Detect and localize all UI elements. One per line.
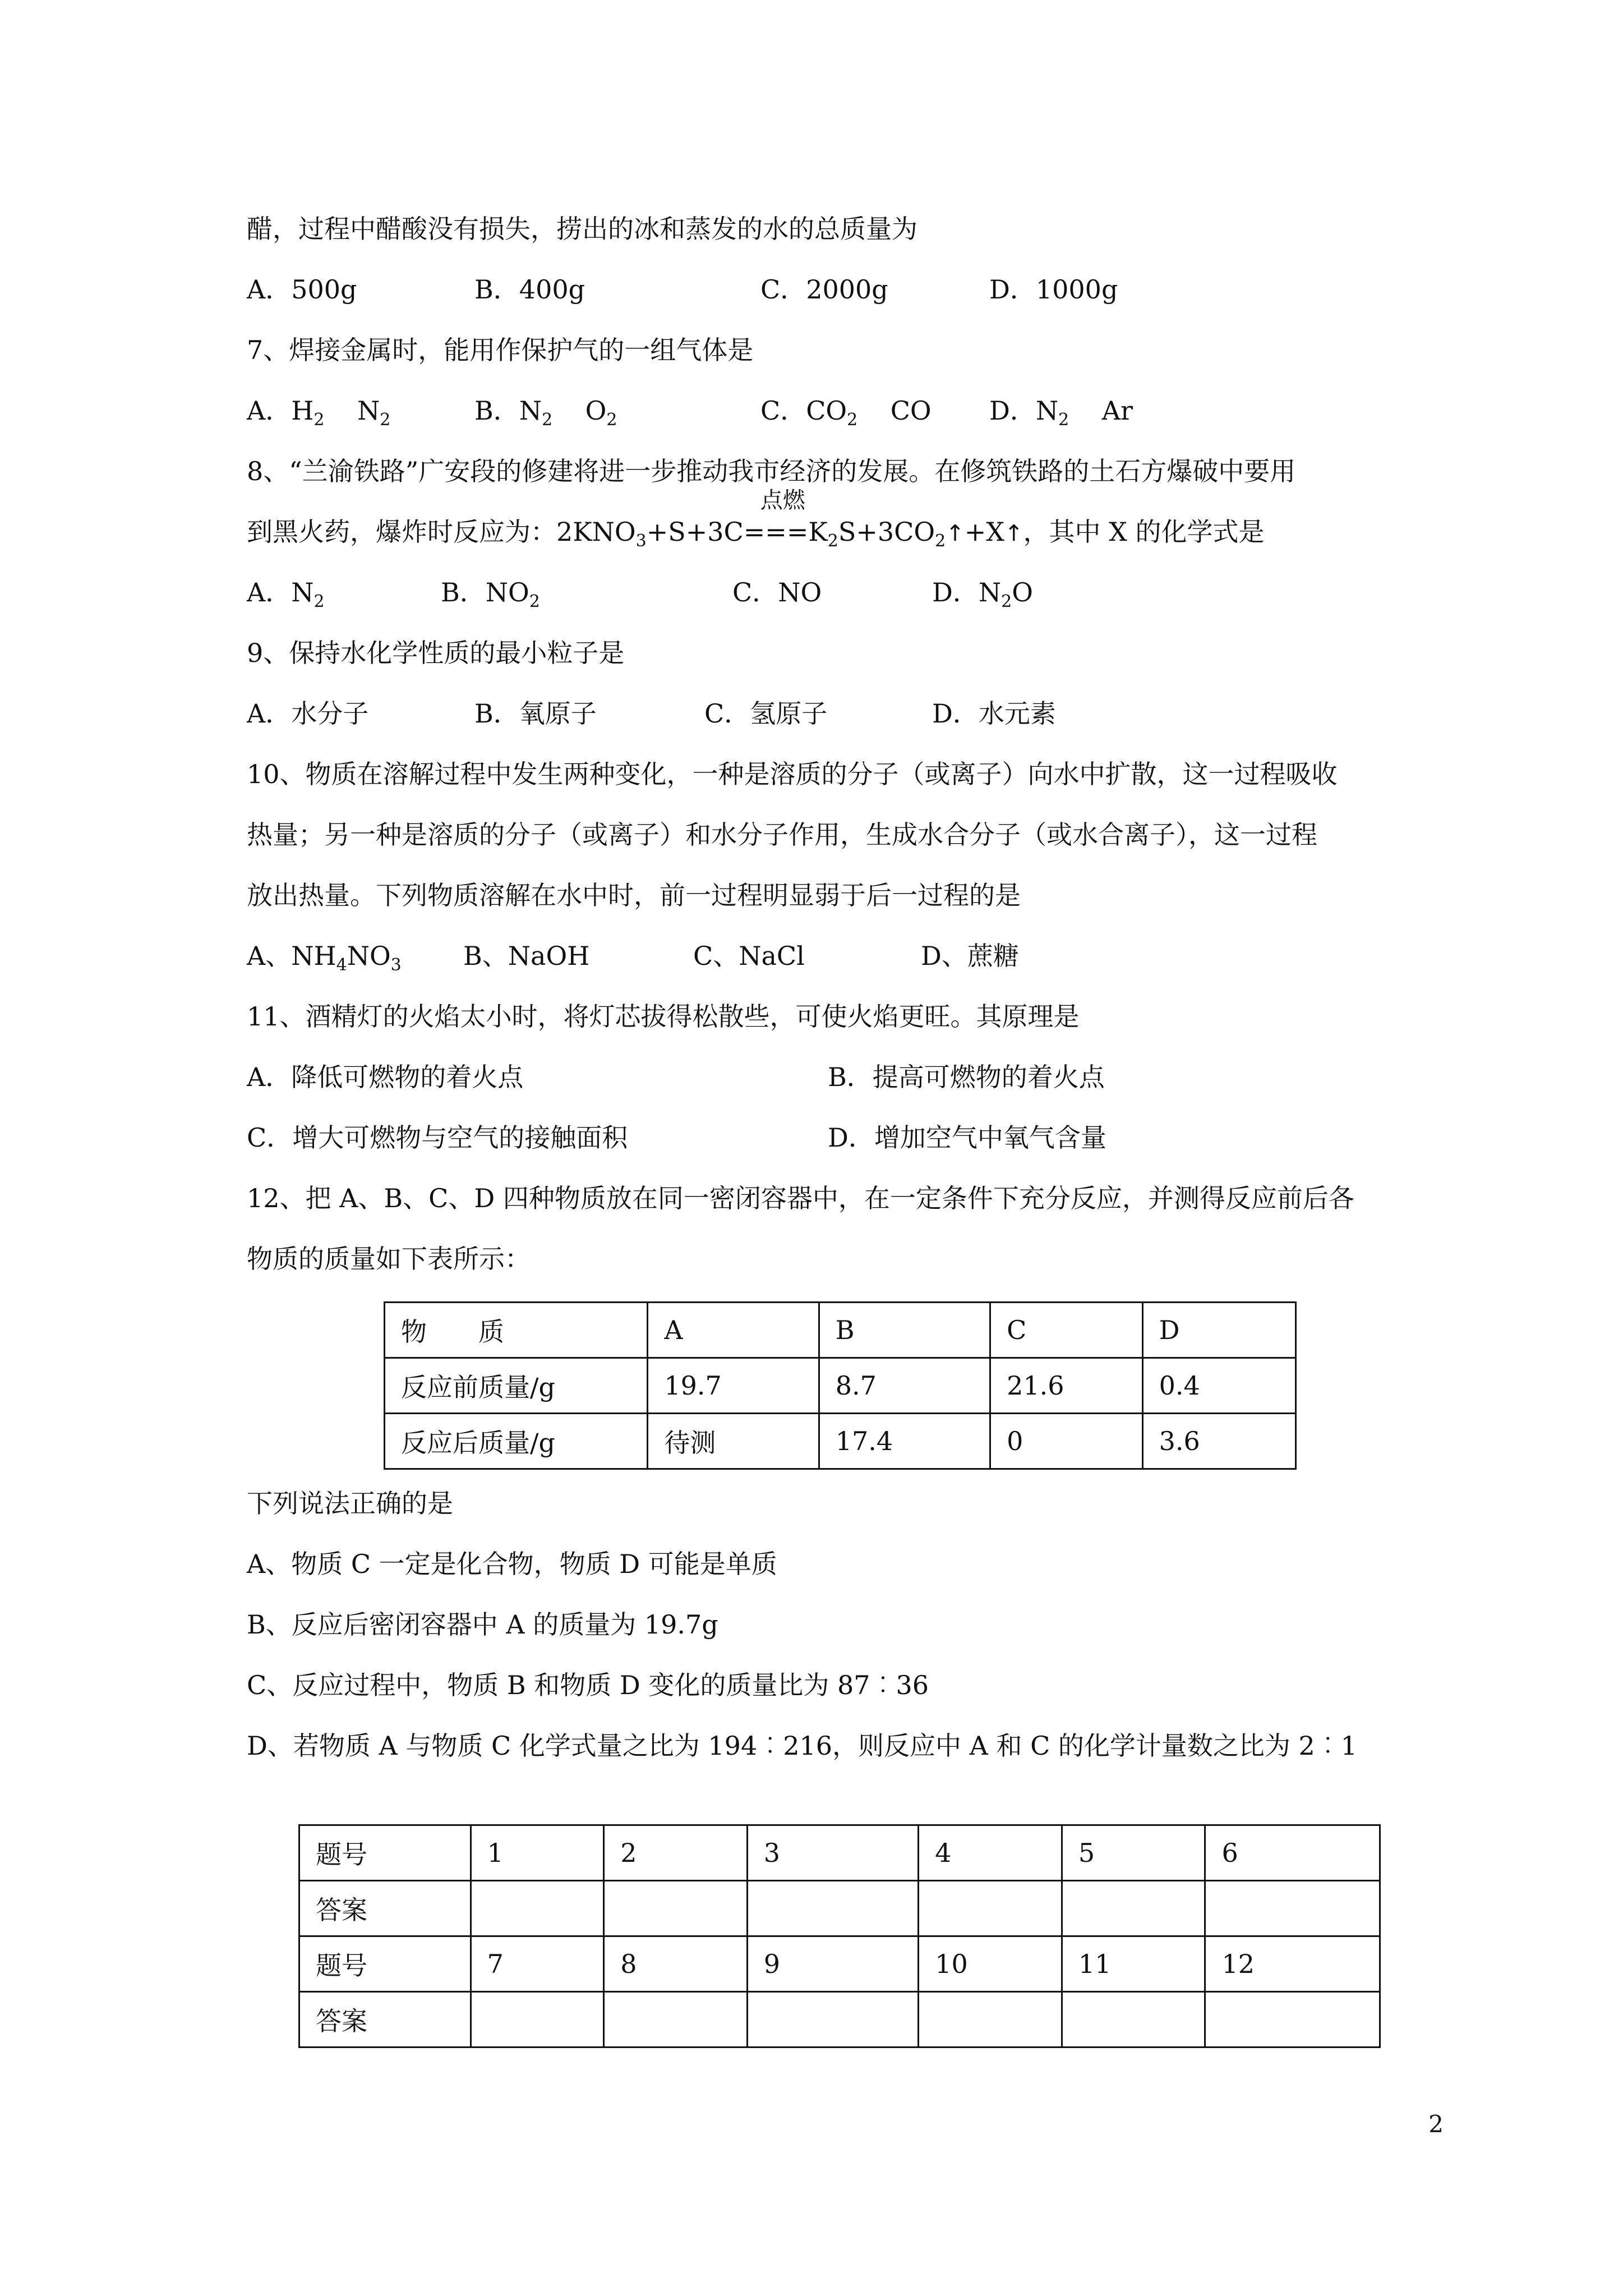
table-cell: 反应后质量/g [385,1414,648,1469]
answer-cell[interactable] [919,1881,1062,1936]
table-cell: 0.4 [1142,1358,1295,1414]
q12-stem-line-1: 12、把 A、B、C、D 四种物质放在同一密闭容器中，在一定条件下充分反应，并测得反应前后各 [247,1183,1354,1213]
q6-option-a: A．500g [247,274,357,305]
q9-option-d: D．水元素 [932,698,1056,729]
answer-cell[interactable] [747,1881,918,1936]
q9-stem: 9、保持水化学性质的最小粒子是 [247,638,625,668]
q11-option-d: D．增加空气中氧气含量 [828,1122,1106,1153]
table-cell: 17.4 [819,1414,990,1469]
q6-option-b: B．400g [474,274,585,305]
q10-option-c: C、NaCl [693,941,805,971]
table-cell: 12 [1205,1936,1380,1992]
answer-cell[interactable] [1205,1881,1380,1936]
table-cell: 4 [919,1825,1062,1881]
page-number: 2 [1428,2110,1444,2138]
q12-option-c: C、反应过程中，物质 B 和物质 D 变化的质量比为 87︰36 [247,1670,929,1700]
table-cell: D [1142,1303,1295,1358]
answer-cell[interactable] [919,1992,1062,2047]
table-cell: 2 [604,1825,748,1881]
q8-option-b: B．$NO_2$ [441,577,540,611]
table-cell: 3 [747,1825,918,1881]
q12-prompt: 下列说法正确的是 [247,1488,453,1519]
table-cell: 题号 [299,1936,471,1992]
table-cell: B [819,1303,990,1358]
table-cell: 8.7 [819,1358,990,1414]
q11-option-c: C．增大可燃物与空气的接触面积 [247,1122,628,1153]
q7-option-b: B．$N_2$ $O_2$ [474,395,617,430]
table-row [299,1881,1380,1936]
q10-option-d: D、蔗糖 [921,941,1019,971]
q8-option-a: A．$N_2$ [247,577,325,611]
q10-option-a: A、$NH_4NO_3$ [247,941,402,975]
mass-data-table [384,1301,1297,1470]
table-cell: 待测 [648,1414,819,1469]
table-cell: 3.6 [1142,1414,1295,1469]
table-cell: 反应前质量/g [385,1358,648,1414]
table-cell: 19.7 [648,1358,819,1414]
q6-option-c: C．2000g [760,274,888,305]
table-cell: 答案 [299,1881,471,1936]
table-cell: 9 [747,1936,918,1992]
q9-option-b: B．氧原子 [474,698,597,729]
q12-option-a: A、物质 C 一定是化合物，物质 D 可能是单质 [247,1549,777,1579]
q12-option-d: D、若物质 A 与物质 C 化学式量之比为 194︰216，则反应中 A 和 C 的化学计量数之比为 2︰1 [247,1731,1358,1761]
q12-stem-line-2: 物质的质量如下表所示： [247,1244,531,1274]
table-cell: 5 [1062,1825,1205,1881]
answer-cell[interactable] [1205,1992,1380,2047]
q9-option-c: C．氢原子 [704,698,828,729]
q6-option-d: D．1000g [989,274,1118,305]
q10-stem-line-2: 热量；另一种是溶质的分子（或离子）和水分子作用，生成水合分子（或水合离子），这一过程 [247,820,1317,850]
table-row [385,1414,1296,1469]
q12-option-b: B、反应后密闭容器中 A 的质量为 19.7g [247,1609,718,1640]
q8-option-c: C．NO [732,577,822,608]
q11-option-b: B．提高可燃物的着火点 [828,1062,1105,1092]
table-cell: 题号 [299,1825,471,1881]
q7-option-a: A．$H_2$ $N_2$ [247,395,391,430]
answer-cell[interactable] [1062,1992,1205,2047]
answer-cell[interactable] [604,1992,748,2047]
table-row [299,1825,1380,1881]
q7-option-c: C．$CO_2$ CO [760,395,932,430]
table-cell: 11 [1062,1936,1205,1992]
q7-option-d: D．$N_2$ Ar [989,395,1133,430]
q10-stem-line-1: 10、物质在溶解过程中发生两种变化，一种是溶质的分子（或离子）向水中扩散，这一过程吸收 [247,759,1338,789]
table-cell: 7 [471,1936,604,1992]
table-header-row [385,1303,1296,1358]
q10-stem-line-3: 放出热量。下列物质溶解在水中时，前一过程明显弱于后一过程的是 [247,880,1021,910]
q8-option-d: D．$N_2O$ [932,577,1033,611]
table-cell: 8 [604,1936,748,1992]
table-cell: 答案 [299,1992,471,2047]
answer-cell[interactable] [1062,1881,1205,1936]
q11-option-a: A．降低可燃物的着火点 [247,1062,524,1092]
answer-cell[interactable] [471,1881,604,1936]
table-cell: 0 [990,1414,1142,1469]
q10-option-b: B、NaOH [463,941,590,971]
gas-arrow-icon: ↑ [946,521,965,546]
table-cell: 21.6 [990,1358,1142,1414]
table-row [299,1936,1380,1992]
answer-cell[interactable] [604,1881,748,1936]
q7-stem: 7、焊接金属时，能用作保护气的一组气体是 [247,335,754,365]
reaction-condition: 点燃 === [743,487,809,547]
q11-stem: 11、酒精灯的火焰太小时，将灯芯拔得松散些，可使火焰更旺。其原理是 [247,1001,1080,1032]
table-row [385,1358,1296,1414]
table-cell: 10 [919,1936,1062,1992]
table-row [299,1992,1380,2047]
answer-cell[interactable] [747,1992,918,2047]
gas-arrow-icon: ↑ [1004,521,1023,546]
table-cell: A [648,1303,819,1358]
table-cell: C [990,1303,1142,1358]
table-cell: 1 [471,1825,604,1881]
table-cell: 物 质 [385,1303,648,1358]
answer-cell[interactable] [471,1992,604,2047]
q8-stem-line-1: 8、“兰渝铁路”广安段的修建将进一步推动我市经济的发展。在修筑铁路的土石方爆破中要用 [247,456,1296,486]
q6-stem-tail: 醋，过程中醋酸没有损失，捞出的冰和蒸发的水的总质量为 [247,214,917,244]
q8-stem-line-2: 到黑火药，爆炸时反应为：$2KNO_3+S+3C$ 点燃 $===K_2S+3CO_2↑+X↑$，其中 X 的化学式是 [247,487,1265,551]
answer-table [298,1824,1381,2048]
q9-option-a: A．水分子 [247,698,369,729]
table-cell: 6 [1205,1825,1380,1881]
